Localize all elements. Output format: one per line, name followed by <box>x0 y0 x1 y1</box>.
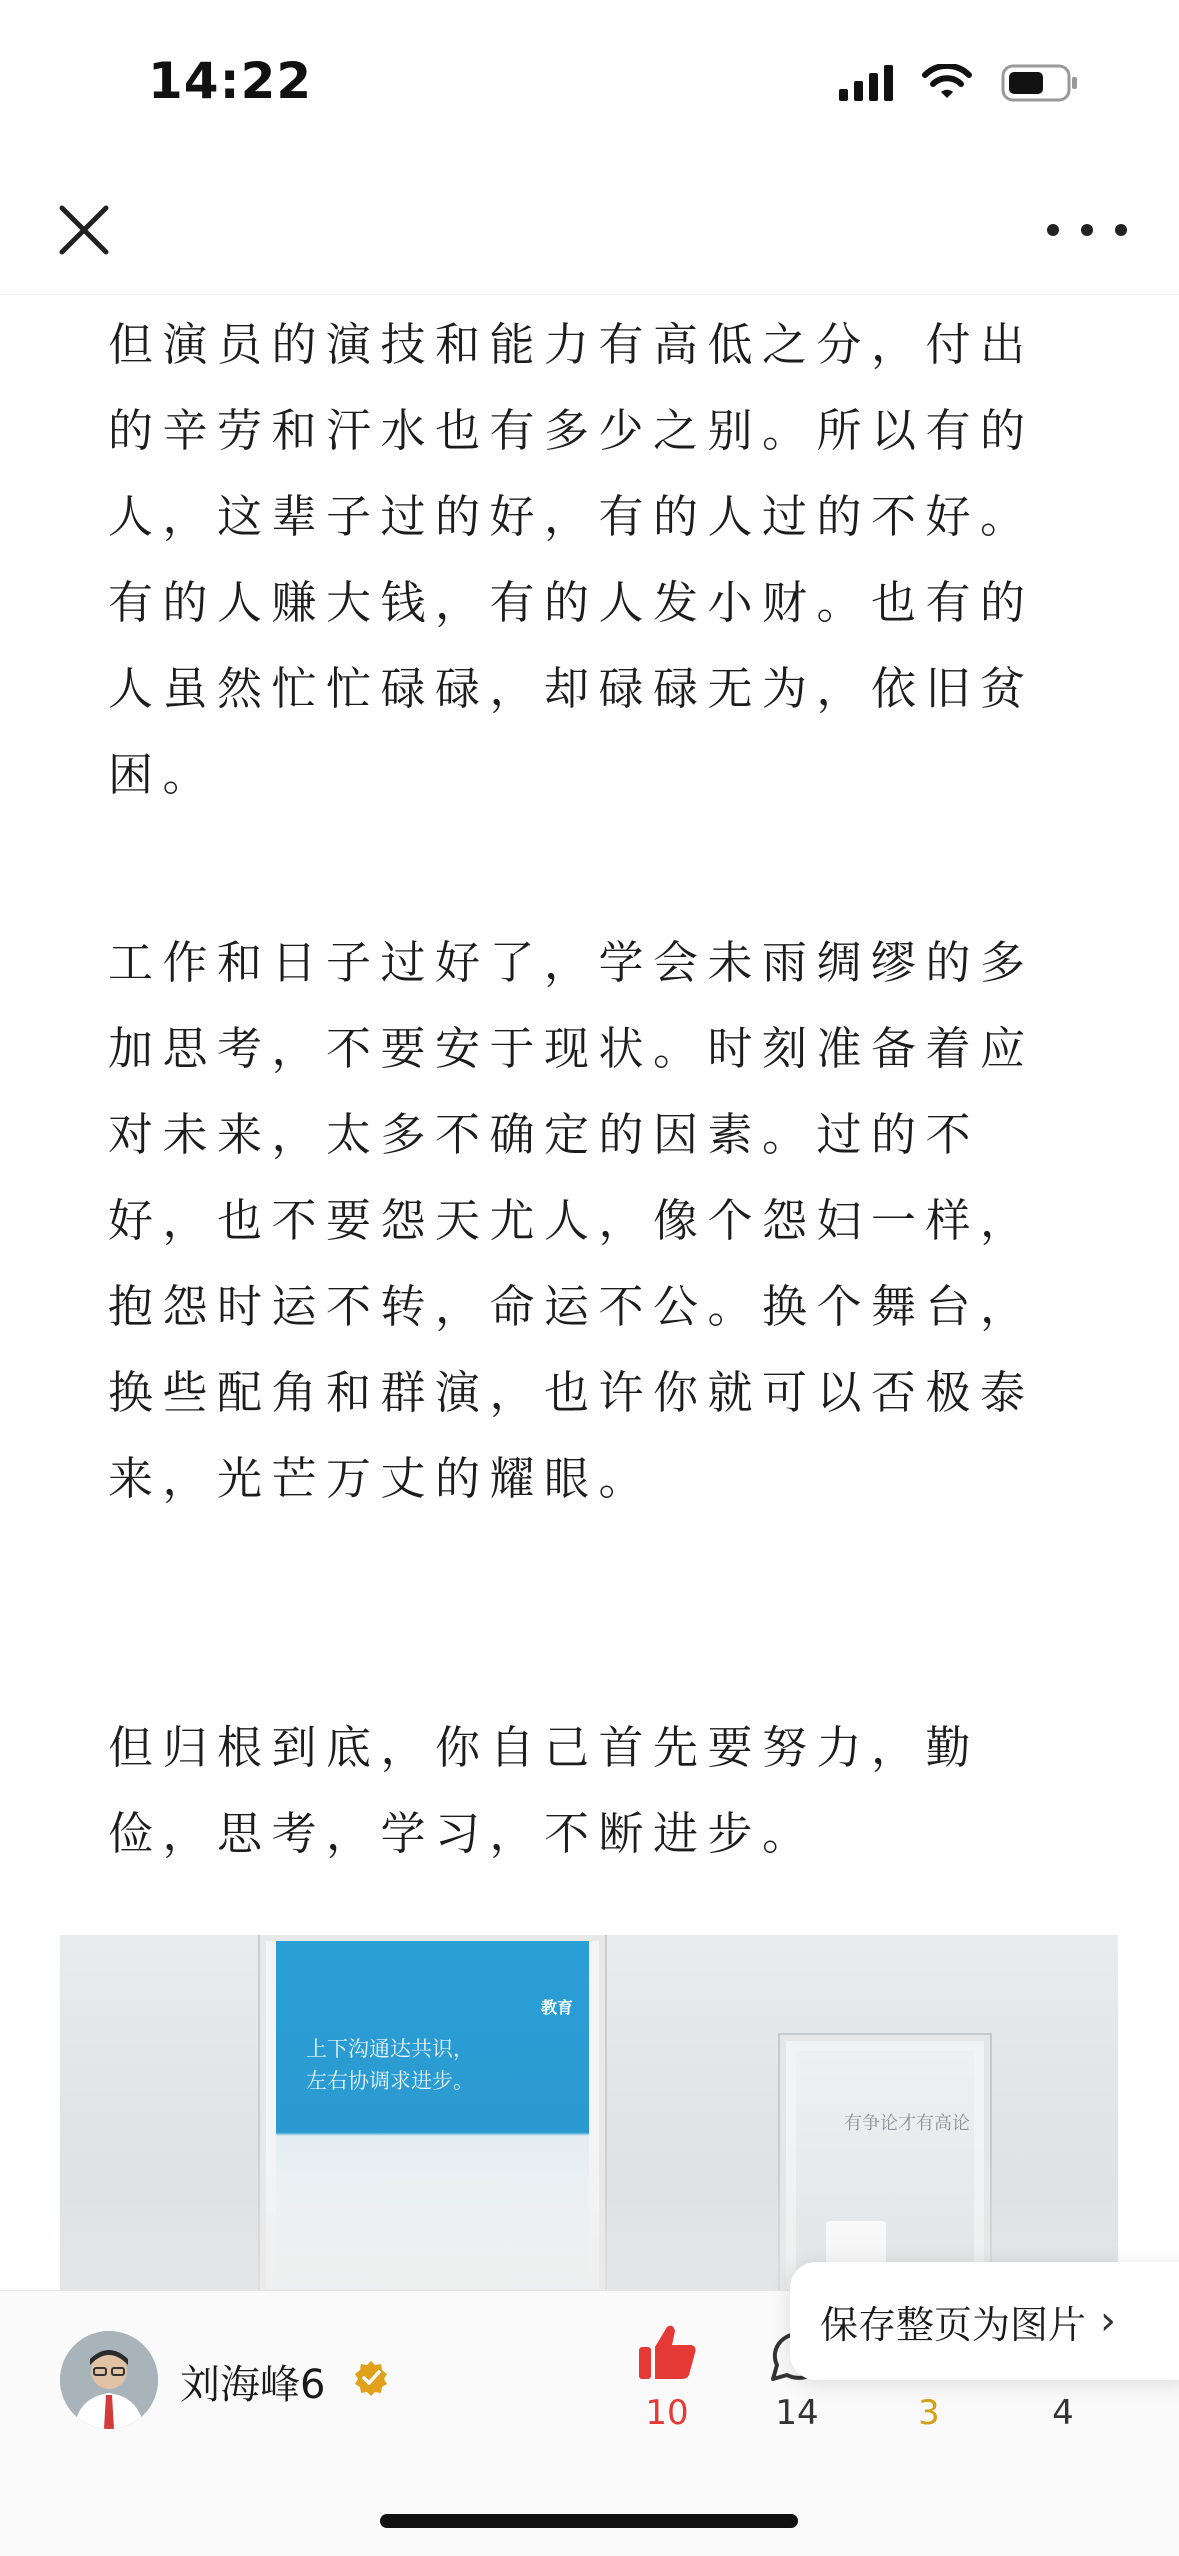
status-time: 14:22 <box>148 52 313 110</box>
poster-line: 左右协调求进步。 <box>306 2069 474 2093</box>
save-page-as-image-button[interactable] <box>790 2262 1179 2380</box>
like-button[interactable] <box>612 2321 722 2433</box>
status-icons <box>839 64 1079 102</box>
battery-icon <box>1001 64 1079 102</box>
avatar-photo <box>60 2331 158 2429</box>
comment-count: 14 <box>775 2393 819 2433</box>
share-count: 4 <box>1052 2393 1074 2433</box>
article-photo[interactable] <box>60 1935 1118 2295</box>
cellular-signal-icon <box>839 65 893 101</box>
more-icon-dot <box>1115 224 1127 236</box>
wifi-icon <box>921 64 973 102</box>
chevron-right-icon: › <box>1100 2298 1117 2344</box>
verified-badge-icon <box>352 2359 390 2397</box>
save-page-label: 保存整页为图片 <box>820 2302 1087 2347</box>
poster-slogan: 有争论才有高论 <box>844 2113 970 2134</box>
status-bar <box>0 0 1179 150</box>
more-options-button[interactable] <box>1047 208 1127 252</box>
home-indicator[interactable] <box>380 2514 798 2528</box>
thumbs-up-icon <box>635 2321 699 2383</box>
author-name[interactable]: 刘海峰6 <box>180 2362 326 2408</box>
article-paragraph: 工作和日子过好了，学会未雨绸缪的多加思考，不要安于现状。时刻准备着应对未来，太多不确定的因素。过的不好，也不要怨天尤人，像个怨妇一样，抱怨时运不转，命运不公。换个舞台，换些配角和群演，也许你就可以否极泰来，光芒万丈的耀眼。 <box>108 936 1035 1505</box>
poster-brand: 教育 <box>540 1998 573 2017</box>
favorite-count: 3 <box>918 2393 940 2433</box>
more-icon-dot <box>1047 224 1059 236</box>
close-icon <box>48 194 120 266</box>
nav-bar <box>0 150 1179 295</box>
article-paragraph: 但归根到底，你自己首先要努力，勤俭，思考，学习，不断进步。 <box>108 1721 981 1860</box>
more-icon-dot <box>1081 224 1093 236</box>
like-count: 10 <box>645 2393 689 2433</box>
author-avatar[interactable] <box>60 2331 158 2429</box>
article-paragraph: 但演员的演技和能力有高低之分，付出的辛劳和汗水也有多少之别。所以有的人，这辈子过的好，有的人过的不好。有的人赚大钱，有的人发小财。也有的人虽然忙忙碌碌，却碌碌无为，依旧贫困。 <box>108 318 1035 801</box>
poster-line: 上下沟通达共识， <box>306 2037 474 2061</box>
close-button[interactable] <box>48 194 120 266</box>
